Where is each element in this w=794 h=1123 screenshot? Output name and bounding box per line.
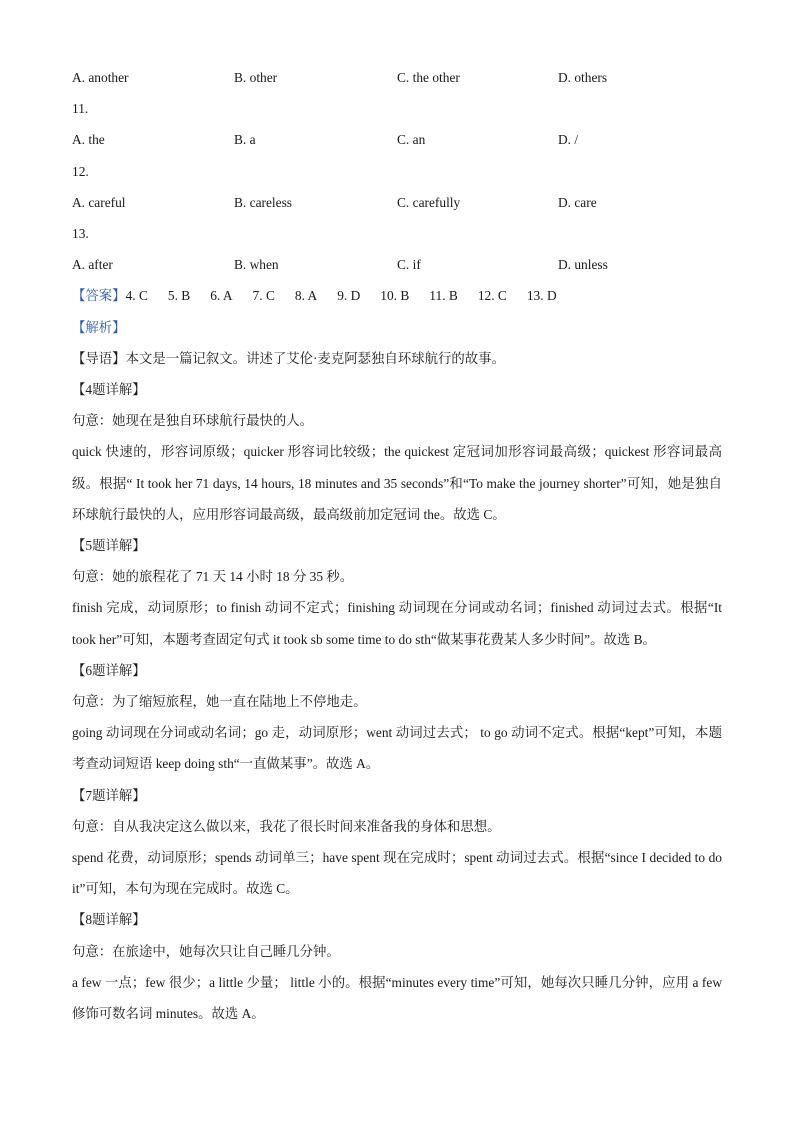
answer-item: 8. A	[294, 288, 318, 304]
intro-line	[72, 343, 722, 374]
detail-paragraph: quick 快速的，形容词原级；quicker 形容词比较级；the quickest 定冠词加形容词最高级；quickest 形容词最高级。根据“ It took her 71 days, 14 hours, 18 minutes and 35 seconds”和“To make the journey shorter”可知，她是独自环球航行最快的人，应用形容词最高级，最高级前加定冠词 the。故选 C。	[72, 444, 722, 522]
detail-section-5	[72, 530, 722, 655]
answer-item: 12. C	[477, 288, 507, 304]
detail-section-8	[72, 904, 722, 1029]
answer-label: 【答案】	[72, 288, 126, 304]
detail-heading: 【7题详解】	[72, 787, 146, 803]
option-a: A. another	[72, 70, 129, 85]
answer-line	[72, 280, 722, 311]
answer-item: 4. C	[125, 288, 148, 304]
detail-meaning: 句意：她的旅程花了 71 天 14 小时 18 分 35 秒。	[72, 569, 354, 585]
option-a: A. the	[72, 132, 105, 148]
answer-item: 9. D	[337, 288, 361, 304]
detail-paragraph: finish 完成，动词原形；to finish 动词不定式；finishing 动词现在分词或动名词；finished 动词过去式。根据“It took her”可知，本题考查固定句式 it took sb some time to do sth“做某事花费某人多少时间”。故选 B。	[72, 600, 722, 647]
detail-heading: 【5题详解】	[72, 537, 146, 553]
option-d: D. unless	[558, 257, 608, 273]
question-options-11	[72, 124, 722, 155]
answer-item: 7. C	[252, 288, 275, 304]
detail-meaning: 句意：她现在是独自环球航行最快的人。	[72, 413, 314, 429]
option-d: D. others	[558, 70, 608, 85]
question-number-12: 12.	[72, 163, 89, 179]
question-options-10	[72, 62, 722, 93]
question-options-13	[72, 249, 722, 280]
detail-heading: 【4题详解】	[72, 381, 146, 397]
answer-item: 13. D	[526, 288, 557, 304]
question-number-11: 11.	[72, 101, 89, 117]
answer-item: 10. B	[380, 288, 410, 304]
option-c: C. if	[397, 257, 421, 273]
detail-heading: 【6题详解】	[72, 662, 146, 678]
detail-section-7	[72, 780, 722, 905]
detail-meaning: 句意：为了缩短旅程，她一直在陆地上不停地走。	[72, 694, 367, 709]
question-number-13: 13.	[72, 225, 89, 241]
option-c: C. the other	[397, 70, 460, 85]
intro-label: 【导语】	[72, 350, 126, 366]
detail-paragraph: a few 一点；few 很少；a little 少量； little 小的。根据“minutes every time”可知，她每次只睡几分钟，应用 a few 修饰可数名词 minutes。故选 A。	[72, 974, 722, 1022]
answer-item: 6. A	[210, 288, 233, 304]
detail-section-6	[72, 655, 722, 780]
option-b: B. other	[234, 70, 278, 85]
option-b: B. careless	[234, 194, 293, 210]
answer-item: 5. B	[167, 288, 191, 304]
detail-paragraph: spend 花费，动词原形；spends 动词单三；have spent 现在完成时；spent 动词过去式。根据“since I decided to do it”可知，本句为现在完成时。故选 C。	[72, 850, 722, 897]
detail-heading: 【8题详解】	[72, 912, 146, 928]
question-options-12	[72, 187, 722, 218]
option-d: D. /	[558, 132, 579, 148]
option-b: B. when	[234, 257, 279, 273]
detail-paragraph: going 动词现在分词或动名词；go 走，动词原形；went 动词过去式； to go 动词不定式。根据“kept”可知，本题考查动词短语 keep doing sth“一直做某事”。故选 A。	[72, 725, 722, 772]
option-c: C. carefully	[397, 194, 461, 210]
detail-section-4	[72, 374, 722, 530]
detail-meaning: 句意：在旅途中，她每次只让自己睡几分钟。	[72, 943, 340, 959]
intro-text: 本文是一篇记叙文。讲述了艾伦·麦克阿瑟独自环球航行的故事。	[125, 350, 505, 366]
option-d: D. care	[558, 194, 597, 210]
option-c: C. an	[397, 132, 426, 148]
answer-item: 11. B	[429, 288, 458, 304]
option-a: A. careful	[72, 194, 126, 210]
analysis-label: 【解析】	[72, 319, 126, 335]
option-a: A. after	[72, 257, 113, 273]
option-b: B. a	[234, 132, 256, 148]
document-page	[72, 62, 722, 1029]
detail-meaning: 句意：自从我决定这么做以来，我花了很长时间来准备我的身体和思想。	[72, 818, 501, 834]
